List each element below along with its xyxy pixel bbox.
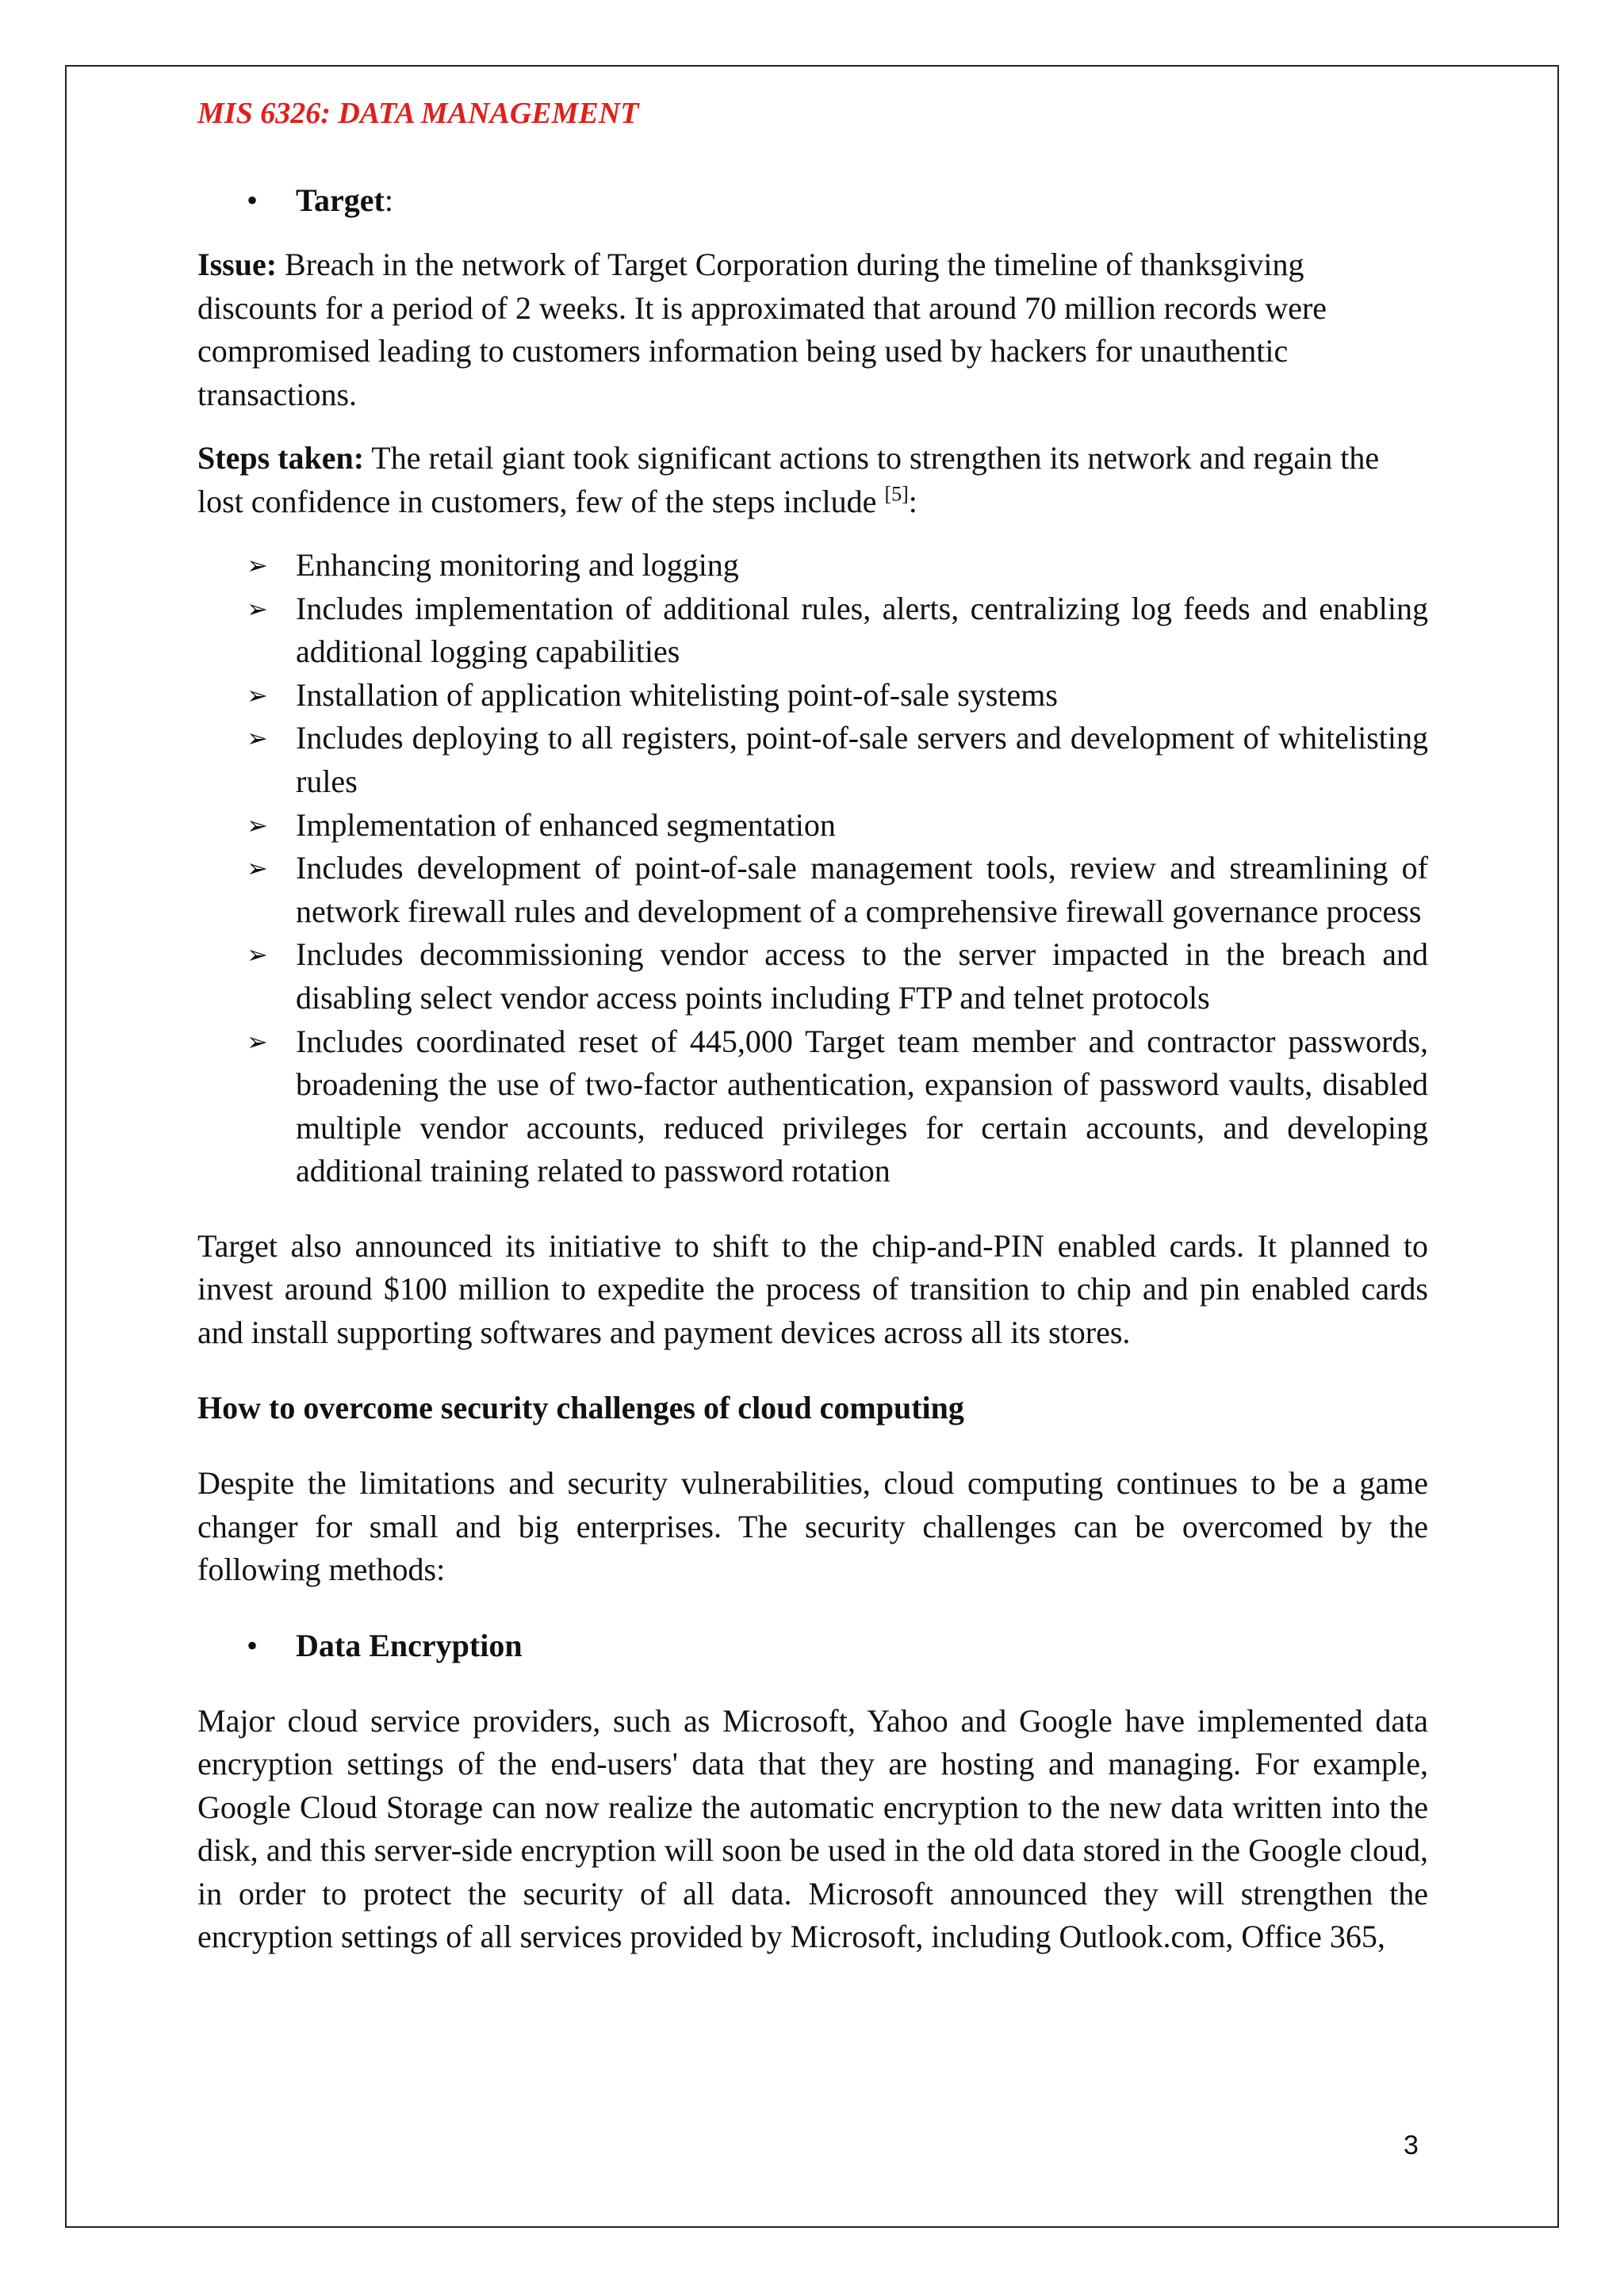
list-item: ➢ Includes coordinated reset of 445,000 Target team member and contractor passwords, broadening the use of two-factor authentication, expansion of password vaults, disabled multiple vendor accounts, reduced privileges for certain accounts, and developing additional training related to password rotation [197, 1020, 1428, 1193]
page-header: MIS 6326: DATA MANAGEMENT [197, 97, 639, 130]
arrow-bullet-icon: ➢ [247, 853, 268, 884]
document-body [197, 91, 1428, 1959]
issue-text: Breach in the network of Target Corporation during the timeline of thanksgiving discounts for a period of 2 weeks. It is approximated that around 70 million records were compromised leading to customers information being used by hackers for unauthentic transactions. [197, 247, 1327, 412]
arrow-bullet-icon: ➢ [247, 809, 268, 840]
list-item: ➢ Enhancing monitoring and logging [197, 544, 1428, 587]
chip-paragraph: Target also announced its initiative to shift to the chip-and-PIN enabled cards. It planned to invest around $100 million to expedite the process of transition to chip and pin enabled cards and install supporting softwares and payment devices across all its stores. [197, 1227, 1428, 1350]
list-item: ➢ Includes development of point-of-sale management tools, review and streamlining of network firewall rules and development of a comprehensive firewall governance process [197, 847, 1428, 933]
list-item: ➢ Installation of application whitelisting point-of-sale systems [197, 674, 1428, 718]
list-item: ➢ Includes implementation of additional rules, alerts, centralizing log feeds and enabling additional logging capabilities [197, 587, 1428, 674]
issue-paragraph [197, 243, 1428, 416]
bullet-dot: • [247, 1627, 259, 1663]
encryption-bullet [197, 1624, 1428, 1668]
arrow-bullet-icon: ➢ [247, 593, 268, 624]
list-item: ➢ Includes deploying to all registers, point-of-sale servers and development of whitelisting rules [197, 717, 1428, 803]
bullet-dot: • [247, 182, 259, 218]
list-item: ➢ Includes decommissioning vendor access to the server impacted in the breach and disabling select vendor access points including FTP and telnet protocols [197, 933, 1428, 1020]
list-item: ➢ Implementation of enhanced segmentation [197, 804, 1428, 848]
arrow-bullet-icon: ➢ [247, 679, 268, 710]
steps-text: The retail giant took significant actions to strengthen its network and regain the lost confidence in customers, few of the steps include [197, 440, 1380, 519]
section-heading: How to overcome security challenges of cloud computing [197, 1390, 964, 1426]
arrow-bullet-icon: ➢ [247, 939, 268, 970]
encryption-paragraph: Major cloud service providers, such as Microsoft, Yahoo and Google have implemented data encryption settings of the end-users' data that they are hosting and managing. For example, Google Cloud Storage can now realize the automatic encryption to the new data written into the disk, and this server-side encryption will soon be used in the old data stored in the Google cloud, in order to protect the security of all data. Microsoft announced they will strengthen the encryption settings of all services provided by Microsoft, including Outlook.com, Office 365, [197, 1702, 1428, 1955]
arrow-bullet-icon: ➢ [247, 1026, 268, 1057]
steps-paragraph [197, 437, 1428, 523]
steps-label: Steps taken: [197, 440, 365, 476]
target-label: Target [296, 182, 385, 218]
arrow-bullet-icon: ➢ [247, 550, 268, 580]
steps-suffix: : [908, 483, 917, 519]
target-suffix: : [384, 182, 393, 218]
citation: [5] [884, 482, 909, 506]
issue-label: Issue: [197, 247, 278, 282]
arrow-bullet-icon: ➢ [247, 723, 268, 754]
steps-list [197, 544, 1428, 1193]
encryption-label: Data Encryption [296, 1627, 523, 1663]
target-bullet [197, 178, 1428, 223]
page-number: 3 [1404, 2130, 1419, 2160]
intro-paragraph: Despite the limitations and security vulnerabilities, cloud computing continues to be a game changer for small and big enterprises. The security challenges can be overcomed by the following methods: [197, 1465, 1428, 1588]
